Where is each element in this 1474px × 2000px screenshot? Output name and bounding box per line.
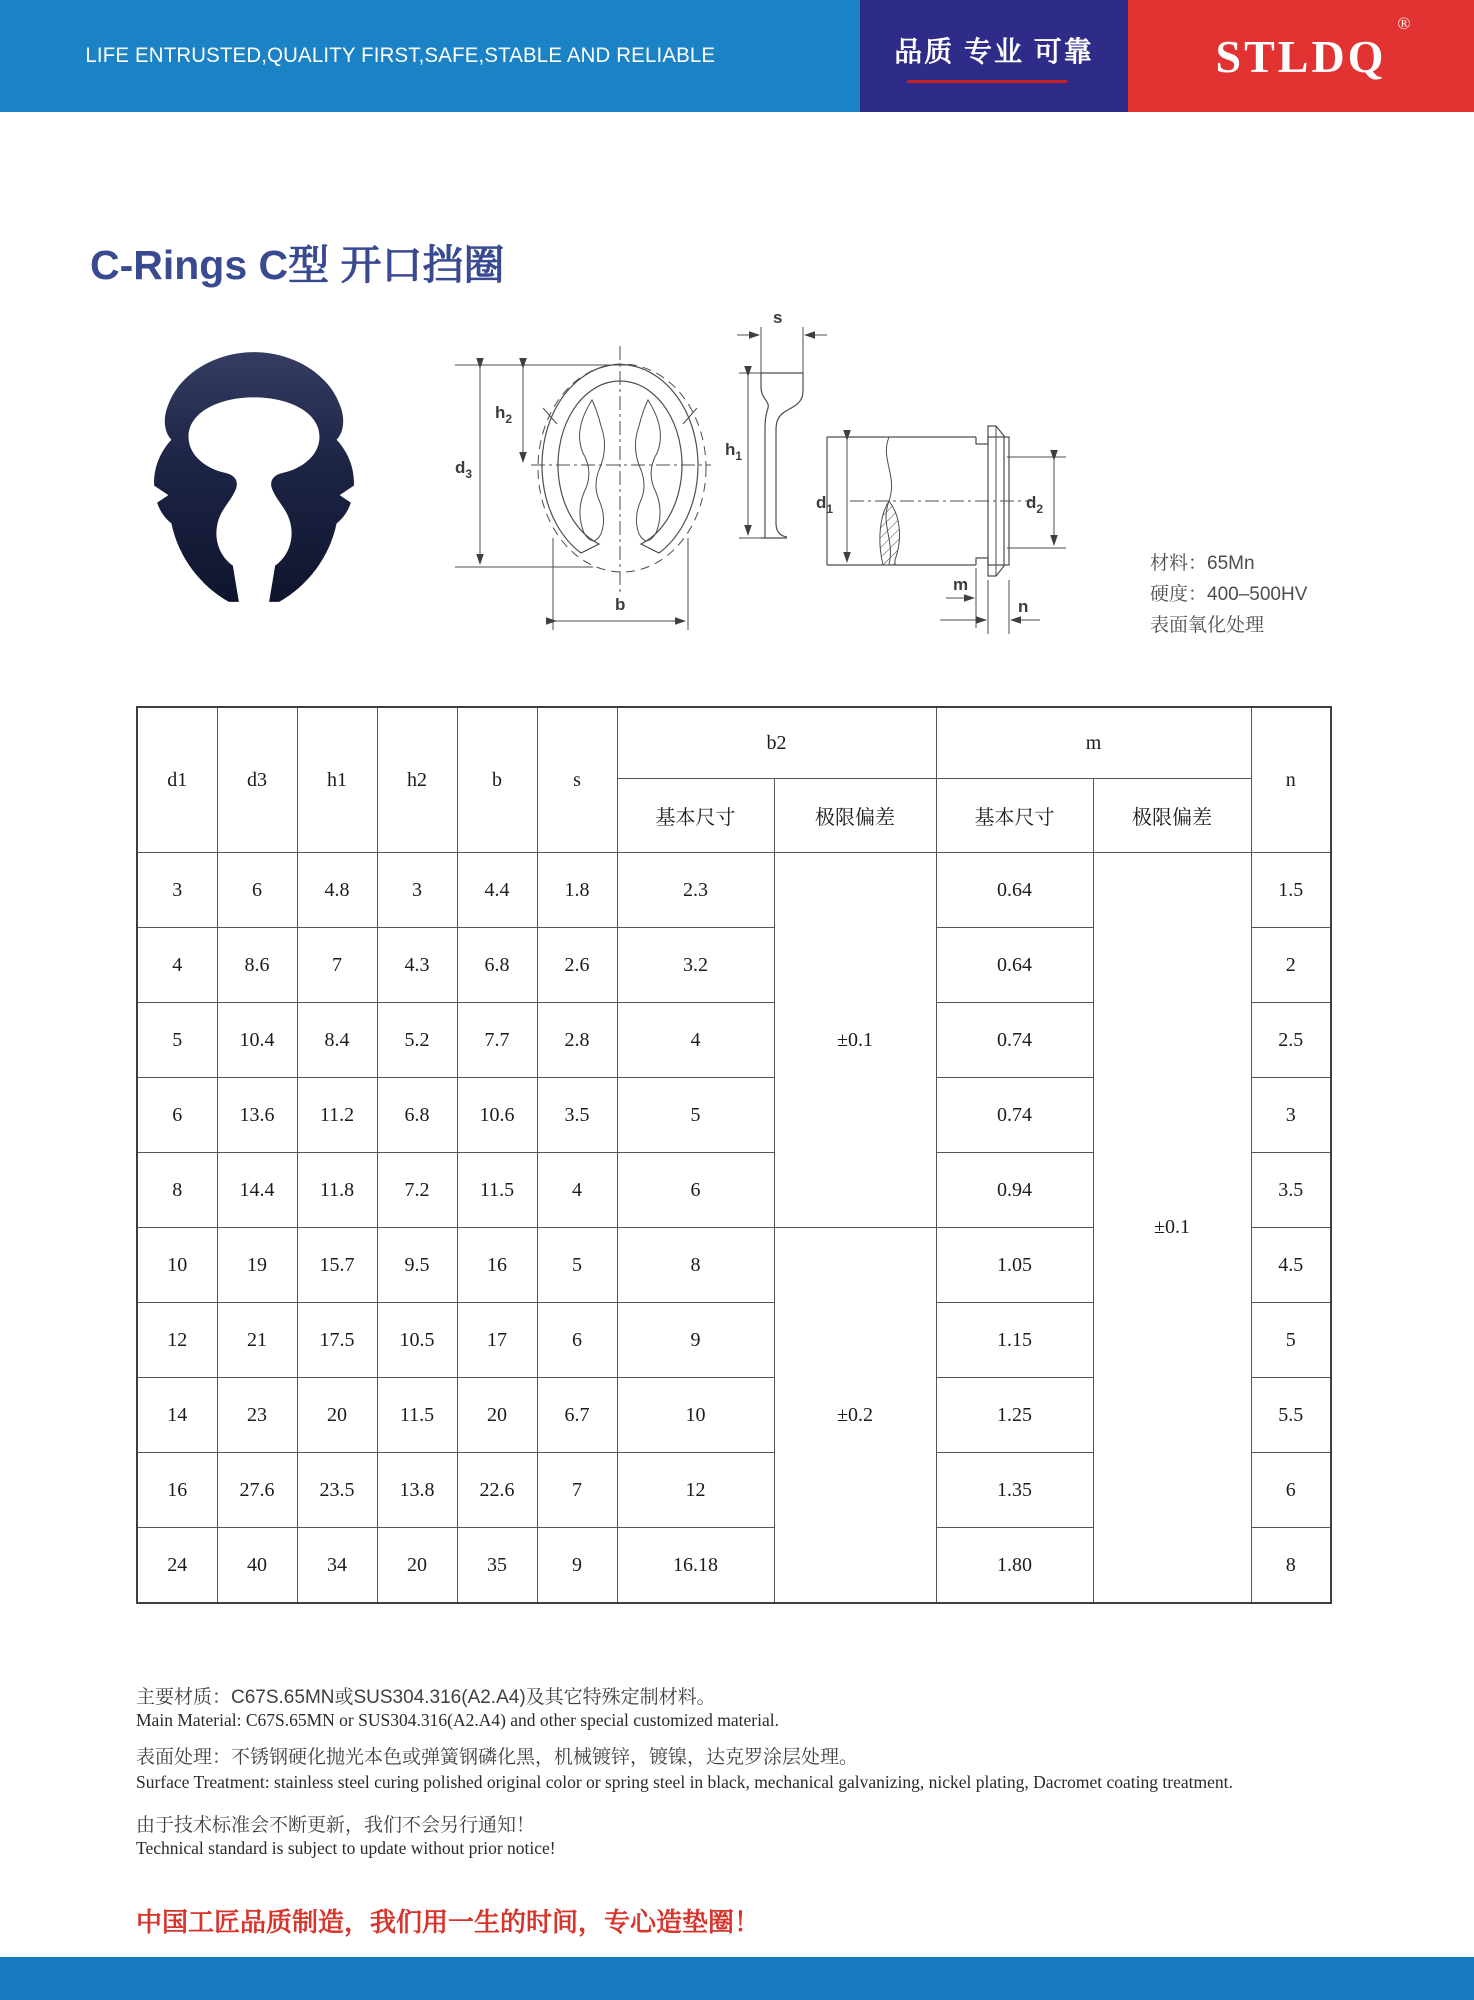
table-cell: 5.2 [377,1003,457,1078]
dim-label-d2: $d_2$ [1026,493,1044,516]
header-red-section [1128,0,1474,112]
table-cell: 8 [137,1153,217,1228]
table-cell: 5 [537,1228,617,1303]
note-main-material-zh: 主要材质：C67S.65MN或SUS304.316(A2.A4)及其它特殊定制材料。 [136,1687,716,1708]
table-cell: 16 [137,1453,217,1528]
table-cell: 12 [137,1303,217,1378]
table-cell: 14.4 [217,1153,297,1228]
note-standard-update-zh: 由于技术标准会不断更新，我们不会另行通知！ [136,1815,536,1836]
table-cell: 14 [137,1378,217,1453]
col-header-d3: d3 [217,707,297,853]
table-cell-b2-basic: 2.3 [617,853,774,928]
col-header-b: b [457,707,537,853]
dim-label-s: s [773,308,783,327]
header-motto: 品质 专业 可靠 [894,35,1094,67]
table-cell-n: 1.5 [1251,853,1331,928]
material-line: 材料：65Mn [1150,553,1255,574]
shaft-mounting-drawing [800,420,1100,648]
table-cell-n: 4.5 [1251,1228,1331,1303]
table-cell-b2-basic: 8 [617,1228,774,1303]
sub-header-tolerance: 极限偏差 [774,779,936,853]
table-cell-m-basic: 0.74 [936,1003,1093,1078]
table-cell-b2-basic: 16.18 [617,1528,774,1604]
dim-label-d3: $d_3$ [455,458,473,481]
table-cell: 6.7 [537,1378,617,1453]
table-cell: 13.8 [377,1453,457,1528]
note-standard-update-en: Technical standard is subject to update without prior notice! [136,1838,556,1858]
table-cell: 10.6 [457,1078,537,1153]
table-cell: 17.5 [297,1303,377,1378]
col-group-b2: b2 [617,707,936,779]
table-cell: 24 [137,1528,217,1604]
motto-underline [907,80,1067,83]
table-cell: 8.6 [217,928,297,1003]
table-cell: 11.8 [297,1153,377,1228]
table-cell-n: 5 [1251,1303,1331,1378]
table-cell: 13.6 [217,1078,297,1153]
table-cell: 7 [297,928,377,1003]
table-cell: 6.8 [457,928,537,1003]
table-cell: 27.6 [217,1453,297,1528]
table-cell-n: 5.5 [1251,1378,1331,1453]
table-cell: 11.5 [377,1378,457,1453]
table-cell: 35 [457,1528,537,1604]
table-cell: 1.8 [537,853,617,928]
header-bar [0,0,1474,112]
col-header-d1: d1 [137,707,217,853]
table-cell-m-basic: 1.05 [936,1228,1093,1303]
table-cell: 4 [537,1153,617,1228]
table-cell-b2-basic: 3.2 [617,928,774,1003]
table-cell: 7 [537,1453,617,1528]
table-cell-n: 2 [1251,928,1331,1003]
table-cell: 6 [137,1078,217,1153]
table-cell-m-basic: 1.35 [936,1453,1093,1528]
note-surface-treatment-en: Surface Treatment: stainless steel curing polished original color or spring steel in black, mechanical galvanizing, nickel plating, Dacromet coating treatment. [136,1772,1233,1792]
header-tagline: LIFE ENTRUSTED,QUALITY FIRST,SAFE,STABLE AND RELIABLE [85,44,716,67]
table-row [137,853,1331,928]
table-cell: 6 [217,853,297,928]
spec-table [136,706,1332,1604]
table-cell: 4.4 [457,853,537,928]
note-surface-treatment-zh: 表面处理：不锈钢硬化抛光本色或弹簧钢磷化黑，机械镀锌，镀镍，达克罗涂层处理。 [136,1747,859,1768]
table-cell: 10 [137,1228,217,1303]
table-cell-m-basic: 0.74 [936,1078,1093,1153]
spec-table-body [137,853,1331,1604]
table-cell: 22.6 [457,1453,537,1528]
col-group-m: m [936,707,1251,779]
table-cell: 3 [137,853,217,928]
table-cell: 20 [377,1528,457,1604]
table-cell-b2-tolerance: ±0.1 [774,853,936,1228]
table-cell: 9.5 [377,1228,457,1303]
table-cell: 10.4 [217,1003,297,1078]
table-cell: 16 [457,1228,537,1303]
table-cell: 23 [217,1378,297,1453]
table-cell: 3 [377,853,457,928]
table-cell-n: 6 [1251,1453,1331,1528]
table-cell-b2-basic: 6 [617,1153,774,1228]
table-cell-m-basic: 1.80 [936,1528,1093,1604]
table-cell: 2.6 [537,928,617,1003]
table-cell: 7.2 [377,1153,457,1228]
c-ring-product-photo [128,342,380,614]
table-cell-n: 3 [1251,1078,1331,1153]
table-cell: 19 [217,1228,297,1303]
header-purple-section [860,0,1128,112]
table-cell-n: 8 [1251,1528,1331,1604]
table-cell: 17 [457,1303,537,1378]
table-cell-b2-tolerance: ±0.2 [774,1228,936,1604]
sub-header-basic: 基本尺寸 [617,779,774,853]
col-header-n: n [1251,707,1331,853]
table-cell: 2.8 [537,1003,617,1078]
table-cell-n: 3.5 [1251,1153,1331,1228]
dim-label-b: b [615,595,626,614]
hardness-line: 硬度：400–500HV [1150,584,1308,605]
table-cell: 9 [537,1528,617,1604]
table-cell: 40 [217,1528,297,1604]
table-cell: 21 [217,1303,297,1378]
registered-trademark-icon: ® [1397,13,1411,33]
table-cell: 8.4 [297,1003,377,1078]
sub-header-tolerance: 极限偏差 [1093,779,1251,853]
table-cell: 20 [297,1378,377,1453]
table-cell: 4 [137,928,217,1003]
table-cell-m-basic: 0.64 [936,928,1093,1003]
header-blue-section [0,0,860,112]
spec-table-head [137,707,1331,853]
table-cell: 11.5 [457,1153,537,1228]
table-cell-b2-basic: 10 [617,1378,774,1453]
table-cell-m-basic: 0.94 [936,1153,1093,1228]
table-cell: 6 [537,1303,617,1378]
dim-label-n: n [1018,597,1029,616]
table-cell-m-basic: 0.64 [936,853,1093,928]
col-header-s: s [537,707,617,853]
table-cell-m-tolerance: ±0.1 [1093,853,1251,1604]
footer-bar [0,1957,1474,2000]
brand-logo [1215,13,1411,83]
table-cell-b2-basic: 4 [617,1003,774,1078]
table-cell-b2-basic: 12 [617,1453,774,1528]
dim-label-m: m [953,575,969,594]
table-cell-m-basic: 1.25 [936,1378,1093,1453]
col-header-h1: h1 [297,707,377,853]
front-view-drawing [443,338,715,643]
dim-label-h1: $h_1$ [725,440,743,463]
table-cell: 23.5 [297,1453,377,1528]
brand-slogan: 中国工匠品质制造，我们用一生的时间，专心造垫圈！ [136,1907,761,1937]
table-cell: 34 [297,1528,377,1604]
table-cell-b2-basic: 9 [617,1303,774,1378]
table-cell: 3.5 [537,1078,617,1153]
table-cell-m-basic: 1.15 [936,1303,1093,1378]
table-cell: 11.2 [297,1078,377,1153]
table-cell: 4.3 [377,928,457,1003]
table-cell: 20 [457,1378,537,1453]
table-cell: 10.5 [377,1303,457,1378]
table-cell: 6.8 [377,1078,457,1153]
dim-label-d1: $d_1$ [816,493,834,516]
table-cell: 7.7 [457,1003,537,1078]
table-cell-b2-basic: 5 [617,1078,774,1153]
brand-text: STLDQ [1215,30,1387,82]
note-main-material-en: Main Material: C67S.65MN or SUS304.316(A2.A4) and other special customized material. [136,1710,780,1730]
table-cell: 5 [137,1003,217,1078]
table-cell: 15.7 [297,1228,377,1303]
sub-header-basic: 基本尺寸 [936,779,1093,853]
dim-label-h2: $h_2$ [495,403,513,426]
page-title: C-Rings C型 开口挡圈 [90,242,505,288]
material-info [1150,548,1307,641]
surface-line: 表面氧化处理 [1150,615,1265,636]
table-cell: 4.8 [297,853,377,928]
table-cell-n: 2.5 [1251,1003,1331,1078]
col-header-h2: h2 [377,707,457,853]
